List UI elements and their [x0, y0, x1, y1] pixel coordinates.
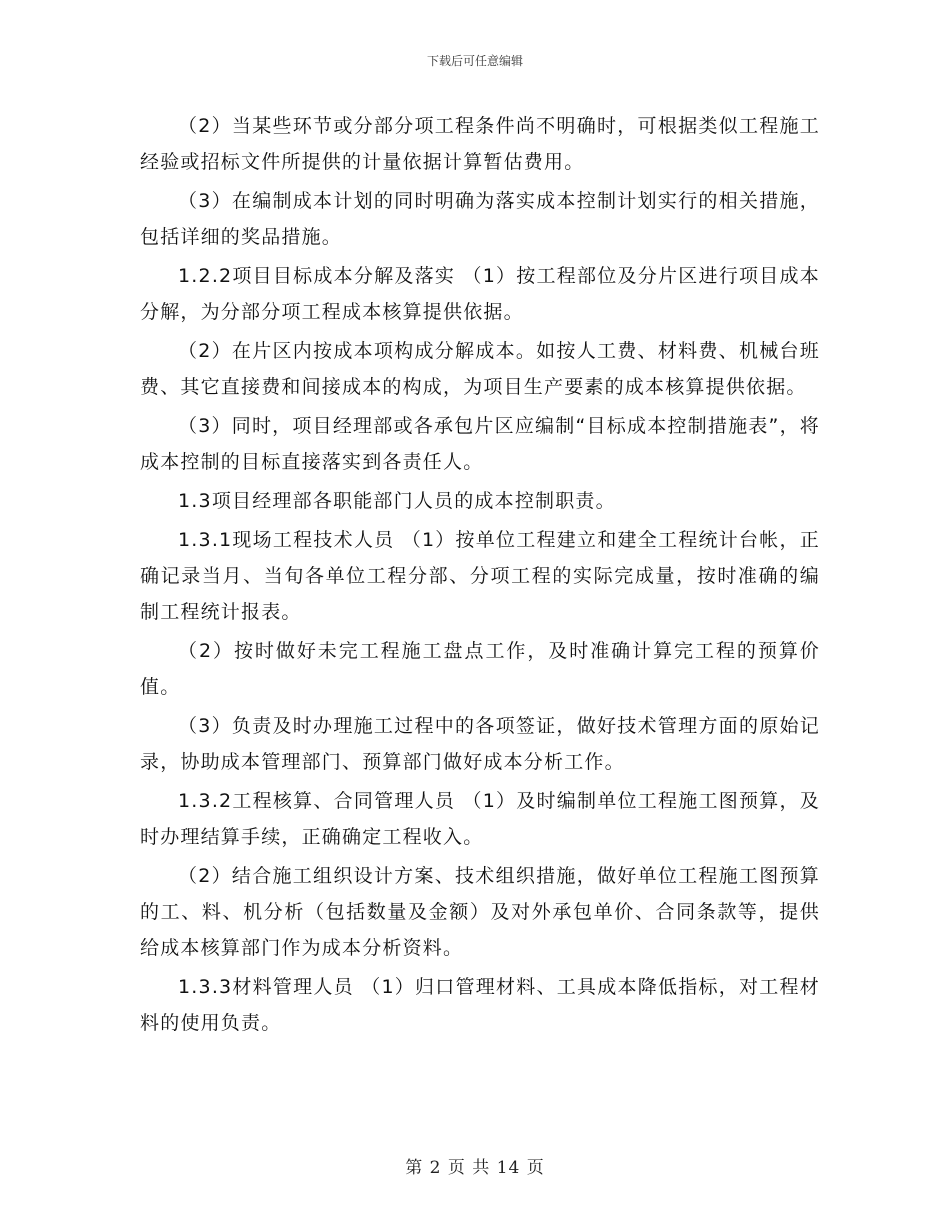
paragraph: 1.3.1现场工程技术人员 （1）按单位工程建立和建全工程统计台帐，正确记录当月、当旬各单位工程分部、分项工程的实际完成量，按时准确的编制工程统计报表。 — [140, 529, 820, 623]
paragraph: （3）同时，项目经理部或各承包片区应编制“目标成本控制措施表”，将成本控制的目标直接落实到各责任人。 — [140, 415, 820, 473]
paragraph: （2）在片区内按成本项构成分解成本。如按人工费、材料费、机械台班费、其它直接费和间接成本的构成，为项目生产要素的成本核算提供依据。 — [140, 340, 820, 398]
paragraph: 1.3项目经理部各职能部门人员的成本控制职责。 — [178, 490, 616, 512]
document-body — [140, 108, 820, 1044]
paragraph: （3）在编制成本计划的同时明确为落实成本控制计划实行的相关措施，包括详细的奖品措施。 — [140, 190, 820, 248]
paragraph: 1.2.2项目目标成本分解及落实 （1）按工程部位及分片区进行项目成本分解，为分部分项工程成本核算提供依据。 — [140, 265, 820, 323]
paragraph: 1.3.3材料管理人员 （1）归口管理材料、工具成本降低指标，对工程材料的使用负责。 — [140, 976, 820, 1034]
paragraph: （2）当某些环节或分部分项工程条件尚不明确时，可根据类似工程施工经验或招标文件所提供的计量依据计算暂估费用。 — [140, 115, 820, 173]
page-number-footer: 第 2 页 共 14 页 — [405, 1158, 545, 1178]
paragraph: （2）结合施工组织设计方案、技术组织措施，做好单位工程施工图预算的工、料、机分析（包括数量及金额）及对外承包单价、合同条款等，提供给成本核算部门作为成本分析资料。 — [140, 865, 820, 959]
paragraph: （2）按时做好未完工程施工盘点工作，及时准确计算完工程的预算价值。 — [140, 640, 820, 698]
page-header: 下载后可任意编辑 — [426, 54, 523, 68]
paragraph: （3）负责及时办理施工过程中的各项签证，做好技术管理方面的原始记录，协助成本管理部门、预算部门做好成本分析工作。 — [140, 715, 820, 773]
paragraph: 1.3.2工程核算、合同管理人员 （1）及时编制单位工程施工图预算，及时办理结算手续，正确确定工程收入。 — [140, 790, 820, 848]
